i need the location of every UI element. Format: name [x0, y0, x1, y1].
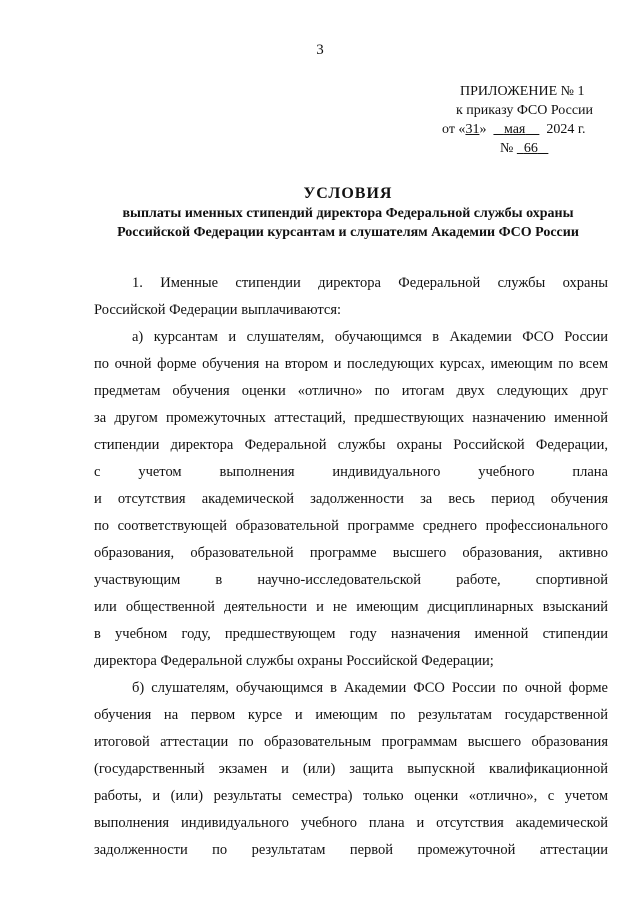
document-subtitle-line: выплаты именных стипендий директора Федеральной службы охраны — [122, 206, 574, 221]
text-line: 1. Именные стипендии директора Федеральной службы охраны — [132, 275, 608, 291]
date-day: 31 — [465, 122, 480, 137]
text-line: по соответствующей образовательной программе среднего профессионального — [94, 518, 608, 534]
date-month: мая — [503, 122, 526, 137]
number-value: 66 — [523, 141, 538, 156]
text-line: директора Федеральной службы охраны Российской Федерации; — [94, 653, 494, 669]
text-line: в учебном году, предшествующем году назначения именной стипендии — [94, 626, 608, 642]
appendix-header — [420, 82, 620, 158]
document-body — [94, 270, 608, 864]
text-line: за другом промежуточных аттестаций, предшествующих назначению именной — [94, 410, 608, 426]
text-line: образования, образовательной программе высшего образования, активно — [94, 545, 608, 561]
text-line: по очной форме обучения на втором и последующих курсах, имеющим по всем — [94, 356, 608, 372]
text-line: с учетом выполнения индивидуального учебного плана — [94, 464, 608, 480]
appendix-order: к приказу ФСО России — [456, 103, 594, 118]
date-year: 2024 г. — [546, 122, 586, 137]
text-line: (государственный экзамен и (или) защита выпускной квалификационной — [94, 761, 608, 777]
text-line: и отсутствия академической задолженности за весь период обучения — [94, 491, 608, 507]
document-title: УСЛОВИЯ — [303, 185, 393, 202]
page-number: 3 — [316, 42, 324, 58]
number-prefix: № — [500, 141, 514, 156]
text-line: стипендии директора Федеральной службы охраны Российской Федерации, — [94, 437, 608, 453]
text-line: Российской Федерации выплачиваются: — [94, 302, 342, 318]
text-line: обучения на первом курсе и имеющим по результатам государственной — [94, 707, 608, 723]
text-line: б) слушателям, обучающимся в Академии ФСО России по очной форме — [132, 680, 608, 696]
text-line: итоговой аттестации по образовательным программам высшего образования — [94, 734, 608, 750]
text-line: задолженности по результатам первой промежуточной аттестации — [94, 842, 608, 858]
appendix-date — [420, 120, 620, 139]
text-line: участвующим в научно-исследовательской работе, спортивной — [94, 572, 608, 588]
text-line: выполнения индивидуального учебного плана и отсутствия академической — [94, 815, 608, 831]
text-line: а) курсантам и слушателям, обучающимся в Академии ФСО России — [132, 329, 608, 345]
text-line: предметам обучения оценки «отлично» по итогам двух следующих друг — [94, 383, 608, 399]
date-prefix: от « — [442, 122, 466, 137]
document-subtitle-line: Российской Федерации курсантам и слушателям Академии ФСО России — [117, 225, 579, 240]
date-mid: » — [479, 122, 487, 137]
appendix-title: ПРИЛОЖЕНИЕ № 1 — [460, 84, 585, 99]
title-block — [90, 184, 606, 242]
text-line: или общественной деятельности и не имеющим дисциплинарных взысканий — [94, 599, 608, 615]
text-line: работы, и (или) результаты семестра) только оценки «отлично», с учетом — [94, 788, 608, 804]
appendix-number — [420, 139, 620, 158]
